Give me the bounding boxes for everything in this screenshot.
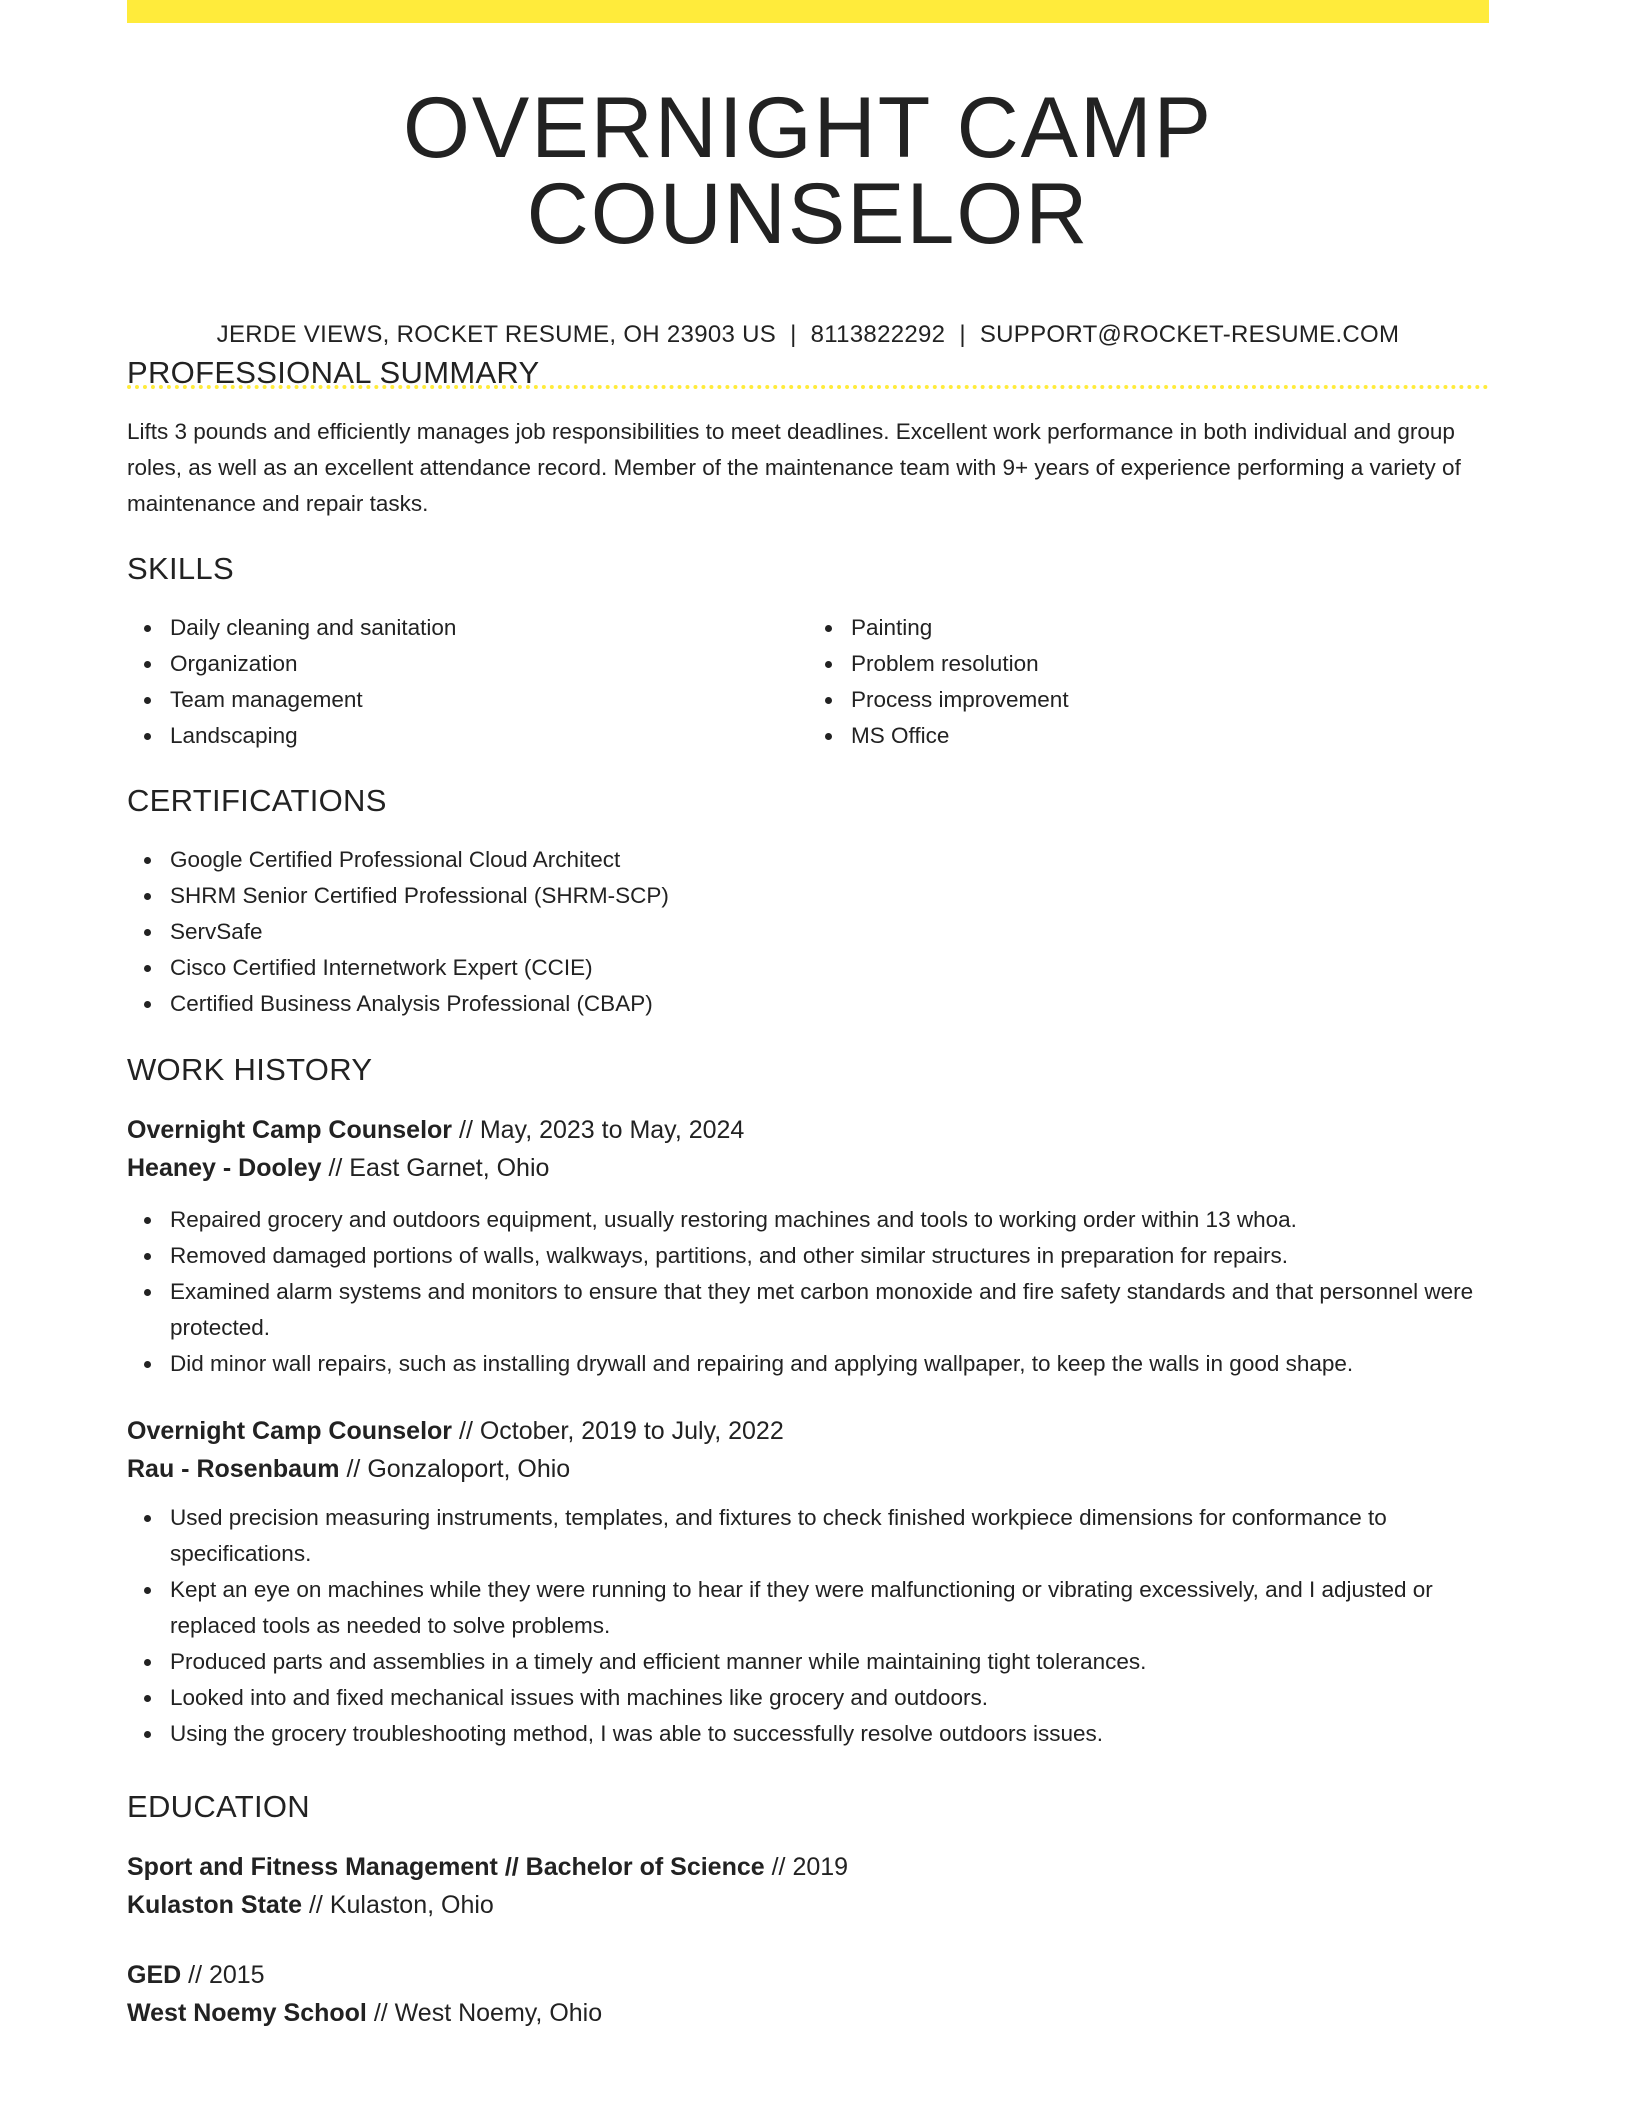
- skills-list-right: [808, 610, 1489, 754]
- skills-list-left: [127, 610, 808, 754]
- section-heading: SKILLS: [127, 551, 234, 586]
- degree-line: [127, 1848, 1489, 1886]
- education-entry: [127, 1956, 1489, 2032]
- job-bullets: [127, 1202, 1489, 1382]
- list-item: Cisco Certified Internetwork Expert (CCIE): [170, 950, 1489, 986]
- list-item: Organization: [170, 646, 808, 682]
- contact-line: [127, 323, 1489, 347]
- school-location: // West Noemy, Ohio: [366, 1999, 603, 2027]
- list-item: Used precision measuring instruments, templates, and fixtures to check finished workpiece dimensions for conformance to specifications.: [170, 1500, 1489, 1572]
- list-item: MS Office: [851, 718, 1489, 754]
- certifications-list: [127, 842, 1489, 1022]
- list-item: Landscaping: [170, 718, 808, 754]
- list-item: Did minor wall repairs, such as installing drywall and repairing and applying wallpaper, to keep the walls in good shape.: [170, 1346, 1489, 1382]
- job-bullets: [127, 1500, 1489, 1752]
- degree: Sport and Fitness Management // Bachelor of Science: [127, 1853, 765, 1881]
- company-location: // East Garnet, Ohio: [321, 1154, 550, 1182]
- section-heading: WORK HISTORY: [127, 1052, 373, 1087]
- list-item: Examined alarm systems and monitors to ensure that they met carbon monoxide and fire safety standards and that personnel were protected.: [170, 1274, 1489, 1346]
- list-item: Google Certified Professional Cloud Architect: [170, 842, 1489, 878]
- degree: GED: [127, 1961, 182, 1989]
- job-title: Overnight Camp Counselor: [127, 1417, 453, 1445]
- contact-separator: |: [959, 321, 966, 348]
- company-name: Heaney - Dooley: [127, 1154, 322, 1182]
- education-entry: [127, 1848, 1489, 1924]
- address: JERDE VIEWS, ROCKET RESUME, OH 23903 US: [216, 321, 777, 348]
- education-section: [127, 1791, 1489, 2032]
- phone: 8113822292: [810, 321, 946, 348]
- job-title-line: [127, 1412, 1489, 1450]
- section-heading: EDUCATION: [127, 1789, 310, 1824]
- summary-text: Lifts 3 pounds and efficiently manages job responsibilities to meet deadlines. Excellent work performance in both individual and group roles, as well as an excellent attendance record. Member of the maintenance team with 9+ years of experience performing a variety of maintenance and repair tasks.: [127, 419, 1461, 516]
- school-line: [127, 1886, 1489, 1924]
- candidate-name: OVERNIGHT CAMP COUNSELOR: [402, 80, 1214, 262]
- job-title: Overnight Camp Counselor: [127, 1116, 453, 1144]
- job-entry: [127, 1412, 1489, 1752]
- school-name: West Noemy School: [127, 1999, 367, 2027]
- graduation-year: // 2015: [181, 1961, 265, 1989]
- list-item: Repaired grocery and outdoors equipment, usually restoring machines and tools to working order within 13 whoa.: [170, 1202, 1489, 1238]
- company-name: Rau - Rosenbaum: [127, 1455, 340, 1483]
- graduation-year: // 2019: [764, 1853, 849, 1881]
- skills-section: [127, 553, 1489, 754]
- work-history-section: [127, 1054, 1489, 1752]
- job-dates: // May, 2023 to May, 2024: [452, 1116, 745, 1144]
- list-item: Problem resolution: [851, 646, 1489, 682]
- degree-line: [127, 1956, 1489, 1994]
- certifications-section: [127, 785, 1489, 1022]
- list-item: Daily cleaning and sanitation: [170, 610, 808, 646]
- list-item: Certified Business Analysis Professional (CBAP): [170, 986, 1489, 1022]
- school-line: [127, 1994, 1489, 2032]
- resume-page: [127, 0, 1489, 2027]
- school-name: Kulaston State: [127, 1891, 303, 1919]
- job-company-line: [127, 1149, 1489, 1187]
- job-entry: [127, 1111, 1489, 1382]
- job-title-line: [127, 1111, 1489, 1149]
- job-dates: // October, 2019 to July, 2022: [452, 1417, 784, 1445]
- list-item: Painting: [851, 610, 1489, 646]
- company-location: // Gonzaloport, Ohio: [339, 1455, 571, 1483]
- contact-separator: |: [790, 321, 797, 348]
- job-company-line: [127, 1450, 1489, 1488]
- school-location: // Kulaston, Ohio: [302, 1891, 494, 1919]
- list-item: Using the grocery troubleshooting method, I was able to successfully resolve outdoors issues.: [170, 1716, 1489, 1752]
- list-item: Produced parts and assemblies in a timely and efficient manner while maintaining tight tolerances.: [170, 1644, 1489, 1680]
- summary-section: [127, 357, 1489, 522]
- list-item: Team management: [170, 682, 808, 718]
- section-heading: CERTIFICATIONS: [127, 783, 387, 818]
- list-item: Process improvement: [851, 682, 1489, 718]
- accent-bar: [127, 0, 1489, 23]
- section-heading: PROFESSIONAL SUMMARY: [127, 355, 540, 390]
- list-item: SHRM Senior Certified Professional (SHRM-SCP): [170, 878, 1489, 914]
- list-item: Looked into and fixed mechanical issues with machines like grocery and outdoors.: [170, 1680, 1489, 1716]
- list-item: Removed damaged portions of walls, walkways, partitions, and other similar structures in preparation for repairs.: [170, 1238, 1489, 1274]
- list-item: ServSafe: [170, 914, 1489, 950]
- list-item: Kept an eye on machines while they were running to hear if they were malfunctioning or vibrating excessively, and I adjusted or replaced tools as needed to solve problems.: [170, 1572, 1489, 1644]
- email: SUPPORT@ROCKET-RESUME.COM: [979, 321, 1400, 348]
